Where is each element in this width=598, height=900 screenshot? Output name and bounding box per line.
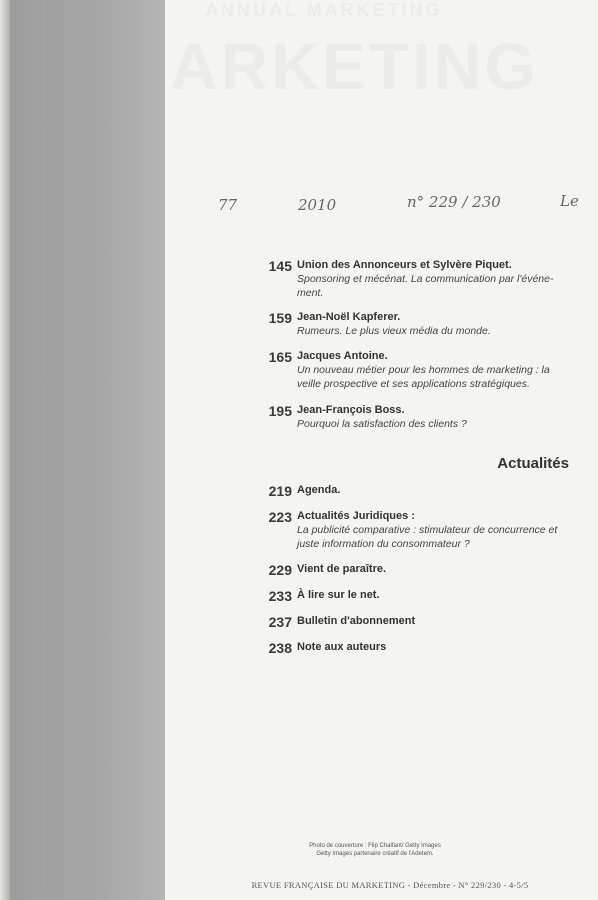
entry-title: Vient de paraître. xyxy=(297,563,387,575)
section-heading: Actualités xyxy=(497,455,569,472)
ghost-header-small: ANNUAL MARKETING xyxy=(205,0,443,20)
entry-title: À lire sur le net. xyxy=(297,589,380,601)
entry-title: Jean-Noël Kapferer. xyxy=(297,311,401,323)
gray-side-band xyxy=(0,0,165,900)
handwritten-year: 2010 xyxy=(298,196,337,214)
entry-subtitle: La publicité comparative : stimulateur de concurrence et juste information du consommateur ? xyxy=(297,524,558,550)
entry-title: Jean-François Boss. xyxy=(297,404,405,416)
entry-title: Jacques Antoine. xyxy=(297,350,388,362)
page-number: 223 xyxy=(268,509,292,525)
page-number: 238 xyxy=(268,640,292,656)
entry-subtitle: Pourquoi la satisfaction des clients ? xyxy=(297,418,467,430)
photo-credit: Photo de couverture : Flip Chalfant/ Getty Images xyxy=(309,843,441,849)
handwritten-note-left: 77 xyxy=(218,196,238,214)
entry-title: Union des Annonceurs et Sylvère Piquet. xyxy=(297,259,512,271)
entry-title: Actualités Juridiques : xyxy=(297,510,415,522)
page-number: 237 xyxy=(268,614,292,630)
entry-title: Note aux auteurs xyxy=(297,641,387,653)
page-number: 165 xyxy=(268,349,292,365)
page-number: 195 xyxy=(268,403,292,419)
ghost-header-large: ARKETING xyxy=(170,29,539,103)
page-footer: REVUE FRANÇAISE DU MARKETING - Décembre - N° 229/230 - 4-5/5 xyxy=(251,880,529,890)
page-number: 229 xyxy=(268,562,292,578)
handwritten-note-right: Le xyxy=(560,192,579,210)
entry-title: Bulletin d'abonnement xyxy=(297,615,416,627)
page-number: 159 xyxy=(268,310,292,326)
entry-subtitle: Un nouveau métier pour les hommes de marketing : la veille prospective et ses applications stratégiques. xyxy=(297,364,550,390)
page-number: 219 xyxy=(268,483,292,499)
entry-title: Agenda. xyxy=(297,484,341,496)
entry-subtitle: Sponsoring et mécénat. La communication par l'événe-ment. xyxy=(297,273,554,299)
photo-credit-partner: Getty Images partenaire créatif de l'Adetem. xyxy=(316,851,434,857)
page-number: 145 xyxy=(268,258,292,274)
handwritten-issue: n° 229 / 230 xyxy=(407,193,501,211)
page-edge-shadow xyxy=(0,0,10,900)
page-number: 233 xyxy=(268,588,292,604)
entry-subtitle: Rumeurs. Le plus vieux média du monde. xyxy=(297,325,491,337)
